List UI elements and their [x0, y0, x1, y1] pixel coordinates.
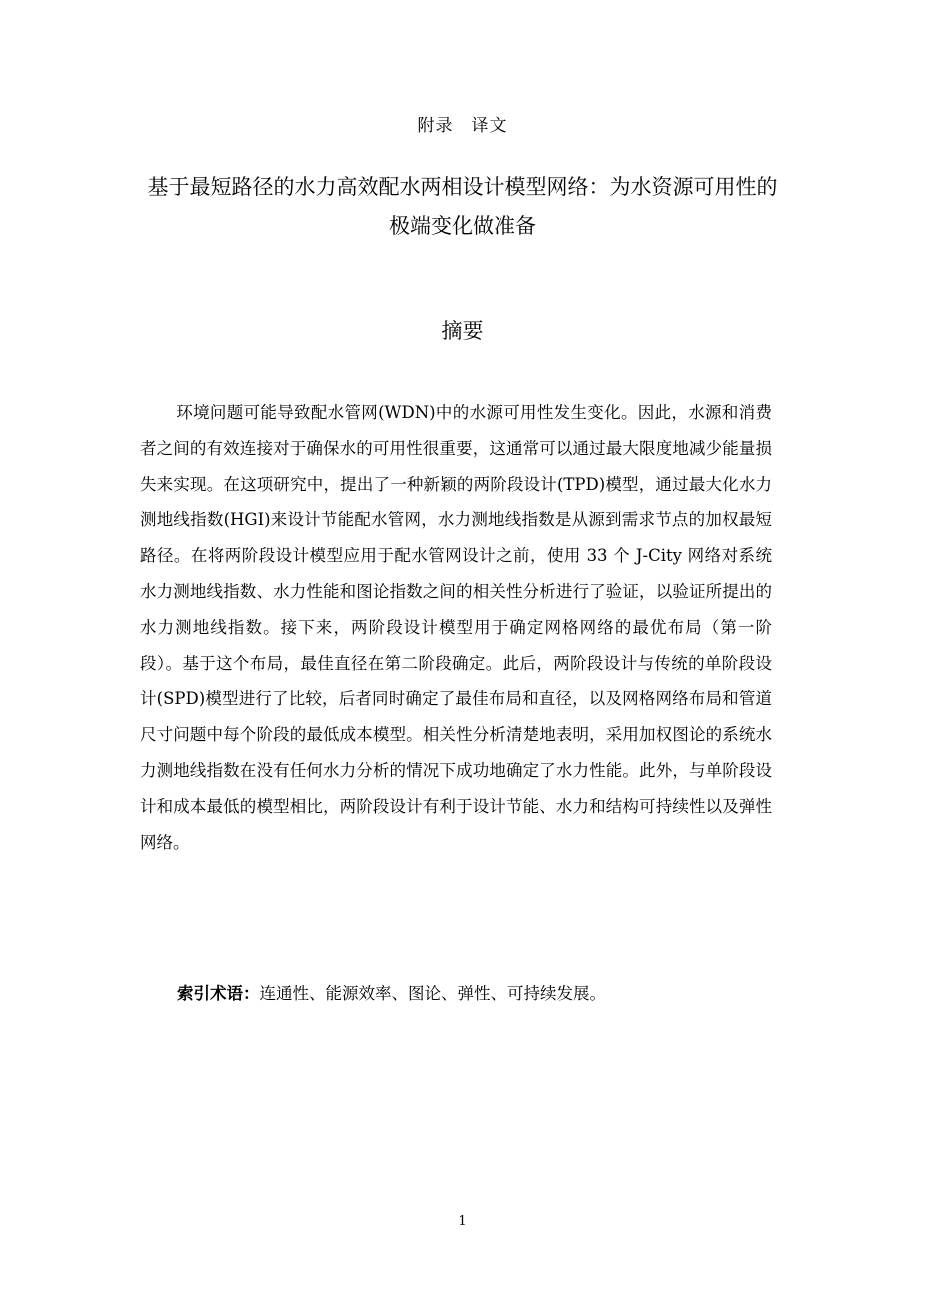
abstract-body: 环境问题可能导致配水管网(WDN)中的水源可用性发生变化。因此，水源和消费者之间的有效连接对于确保水的可用性很重要，这通常可以通过最大限度地减少能量损失来实现。在这项研究中，提出了一种新颖的两阶段设计(TPD)模型，通过最大化水力测地线指数(HGI)来设计节能配水管网，水力测地线指数是从源到需求节点的加权最短路径。在将两阶段设计模型应用于配水管网设计之前，使用 33 个 J-City 网络对系统水力测地线指数、水力性能和图论指数之间的相关性分析进行了验证，以验证所提出的水力测地线指数。接下来，两阶段设计模型用于确定网格网络的最优布局（第一阶段）。基于这个布局，最佳直径在第二阶段确定。此后，两阶段设计与传统的单阶段设计(SPD)模型进行了比较，后者同时确定了最佳布局和直径，以及网格网络布局和管道尺寸问题中每个阶段的最低成本模型。相关性分析清楚地表明，采用加权图论的系统水力测地线指数在没有任何水力分析的情况下成功地确定了水力性能。此外，与单阶段设计和成本最低的模型相比，两阶段设计有利于设计节能、水力和结构可持续性以及弹性网络。 — [140, 403, 772, 852]
keywords-label: 索引术语： — [177, 984, 260, 1003]
document-title: 基于最短路径的水力高效配水两相设计模型网络：为水资源可用性的极端变化做准备 — [147, 175, 778, 238]
keywords-text: 连通性、能源效率、图论、弹性、可持续发展。 — [259, 984, 606, 1003]
abstract-heading: 摘要 — [441, 319, 484, 343]
appendix-label: 附录 译文 — [417, 116, 508, 136]
keywords — [177, 980, 777, 1008]
page-number: 1 — [458, 1214, 467, 1229]
